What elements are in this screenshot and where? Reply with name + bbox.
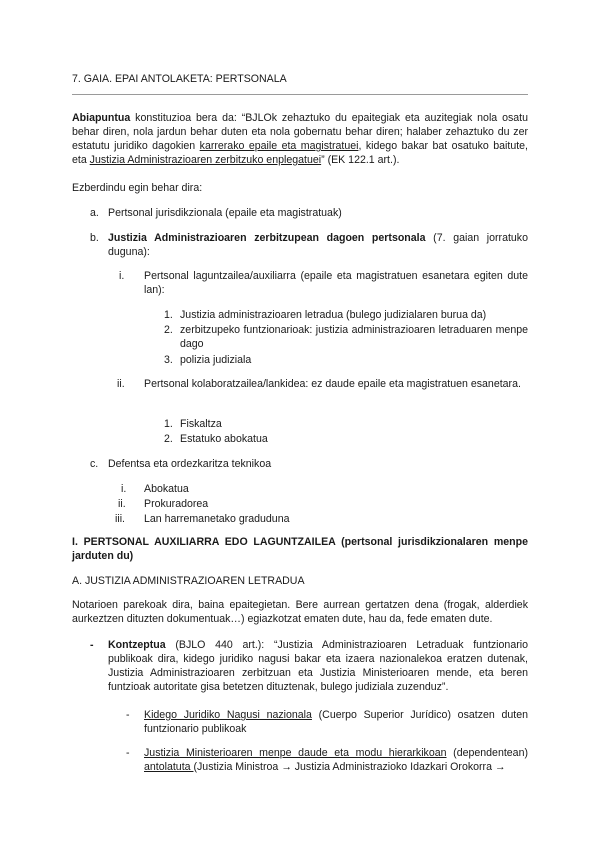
intro-text-2: , kidego bakar bat osatuko baitute, eta (72, 140, 528, 166)
list-item-b-ii: Pertsonal kolaboratzailea/lankidea: ez daude epaile eta magistratuen esanetara. (144, 378, 521, 390)
list-marker-a: a. (90, 207, 99, 219)
list-item-c: Defentsa eta ordezkaritza teknikoa (108, 458, 272, 470)
sub-item-2-rest: (Justizia Ministroa → Justizia Administrazioko Idazkari Orokorra → (193, 761, 506, 773)
notary-paragraph: Notarioen parekoak dira, baina epaitegietan. Bere aurrean gertatzen dena (frogak, alderdiek aurkeztzen dituzten dokumentuak…) egiazkotzat ematen dute, hau da, fede ematen dute. (72, 599, 528, 625)
intro-paragraph (72, 111, 528, 167)
intro-text-3: ” (EK 122.1 art.). (321, 154, 400, 166)
list-marker-c-i: i. (121, 483, 127, 495)
sub-item-2 (144, 746, 528, 774)
sub-item-1-rest: (Cuerpo Superior Jurídico) osatzen duten funtzionario publikoak (144, 709, 528, 735)
list-marker-c: c. (90, 458, 99, 470)
list-marker-b-ii-2: 2. (164, 433, 173, 445)
list-item-b (108, 231, 528, 259)
subsection-heading: A. JUSTIZIA ADMINISTRAZIOAREN LETRADUA (72, 575, 305, 587)
list-item-b-ii-2: Estatuko abokatua (180, 433, 268, 445)
list-item-c-i: Abokatua (144, 483, 189, 495)
list-item-b-bold: Justizia Administrazioaren zerbitzupean dagoen pertsonala (108, 232, 426, 244)
list-item-c-iii: Lan harremanetako graduduna (144, 513, 290, 525)
list-marker-b-i-1: 1. (164, 309, 173, 321)
sub-item-2-underline-1: Justizia Ministerioaren menpe daude eta modu hierarkikoan (144, 747, 447, 759)
intro-text-1: konstituzioa bera da: “BJLOk zehaztuko du epaitegiak eta auzitegiak nola osatu behar diren, nola jardun behar duten eta nola gobernatu behar diren; halaber zehaztuko du zer estatutu juridiko dagokien (72, 112, 528, 152)
sub-bullet-1: - (126, 709, 130, 721)
list-marker-c-iii: iii. (115, 513, 126, 525)
list-item-b-i-2: zerbitzupeko funtzionarioak: justizia administrazioaren letraduaren menpe dago (180, 324, 528, 350)
list-marker-c-ii: ii. (118, 498, 126, 510)
sub-item-1-underline: Kidego Juridiko Nagusi nazionala (144, 709, 312, 721)
list-marker-b-ii: ii. (117, 378, 125, 390)
sub-item-2-mid: (dependentean) (446, 747, 528, 759)
section-heading: I. PERTSONAL AUXILIARRA EDO LAGUNTZAILEA (pertsonal jurisdikzionalaren menpe jarduten du) (72, 536, 528, 562)
intro-label: Abiapuntua (72, 112, 131, 124)
list-marker-b-i-3: 3. (164, 354, 173, 366)
list-marker-b-i: i. (119, 270, 125, 282)
sub-item-1 (144, 708, 528, 736)
intro-underline-1: karrerako epaile eta magistratuei (199, 140, 359, 152)
list-item-c-ii: Prokuradorea (144, 498, 209, 510)
list-marker-b-i-2: 2. (164, 324, 173, 336)
intro-underline-2: Justizia Administrazioaren zerbitzuko enplegatuei (89, 154, 322, 166)
title-divider (72, 94, 528, 95)
list-item-b-ii-1: Fiskaltza (180, 418, 222, 430)
list-item-b-i-1: Justizia administrazioaren letradua (bulego judizialaren burua da) (180, 309, 487, 321)
concept-bullet: - (90, 639, 94, 651)
concept-label: Kontzeptua (108, 639, 166, 651)
list-marker-b-ii-1: 1. (164, 418, 173, 430)
sub-item-2-underline-2: antolatuta (144, 761, 194, 773)
concept-paragraph (108, 638, 528, 694)
list-item-b-i: Pertsonal laguntzailea/auxiliarra (epaile eta magistratuen esanetara egiten dute lan): (144, 270, 528, 296)
concept-text: (BJLO 440 art.): “Justizia Administrazioaren Letraduak funtzionario publikoak dira, kidego juridiko nagusi bakar eta izaera nazionalekoa eratzen dutenak, Justizia Administrazioaren zerbitzuan eta Justizia Ministerioaren mende, eta beren funtzioak autoritate gisa betetzen dituztenak, bulego judiziala zuzenduz”. (108, 639, 528, 693)
list-item-b-rest: (7. gaian jorratuko duguna): (108, 232, 528, 258)
list-item-b-i-3: polizia judiziala (180, 354, 252, 366)
chapter-title: 7. GAIA. EPAI ANTOLAKETA: PERTSONALA (72, 73, 287, 85)
list-item-a: Pertsonal jurisdikzionala (epaile eta magistratuak) (108, 207, 342, 219)
distinguish-text: Ezberdindu egin behar dira: (72, 182, 203, 194)
sub-bullet-2: - (126, 747, 130, 759)
list-marker-b: b. (90, 232, 99, 244)
